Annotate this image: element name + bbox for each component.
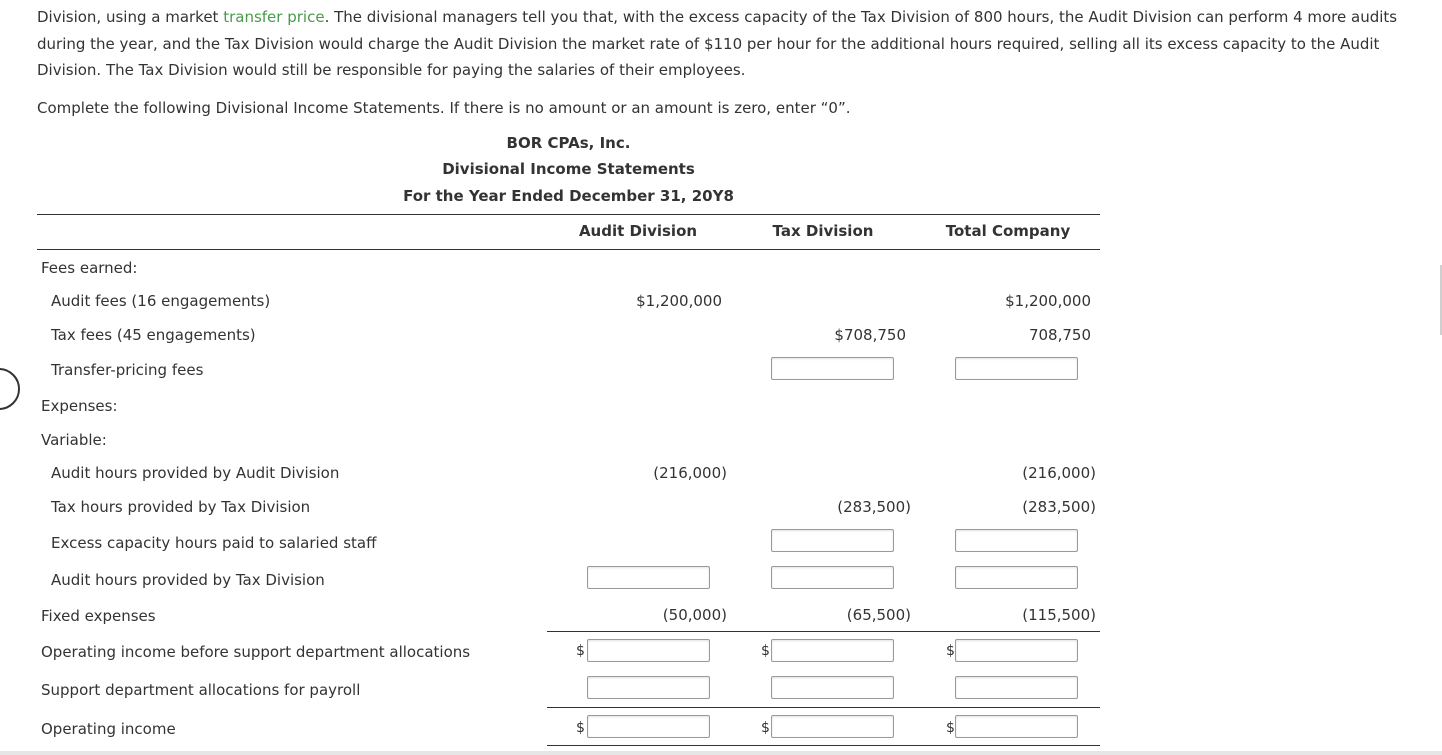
- op-income-label: Operating income: [41, 720, 176, 738]
- support-alloc-audit-input[interactable]: [587, 676, 710, 699]
- tax-fees-total-value: 708,750: [1028, 326, 1091, 344]
- transfer-price-link[interactable]: transfer price: [223, 8, 325, 26]
- tax-hours-tax-value: (283,500): [837, 498, 911, 516]
- statement-period: For the Year Ended December 31, 20Y8: [403, 187, 734, 205]
- subtotal-rule: [547, 631, 1100, 632]
- op-income-total-input[interactable]: [955, 715, 1078, 738]
- tax-fees-tax-value: $708,750: [834, 326, 906, 344]
- op-income-total-dollar: $: [946, 720, 955, 736]
- support-alloc-label: Support department allocations for payroll: [41, 681, 361, 699]
- op-before-tax-dollar: $: [761, 643, 770, 659]
- op-before-total-input[interactable]: [955, 639, 1078, 662]
- excess-hours-label: Excess capacity hours paid to salaried staff: [51, 534, 377, 552]
- transfer-fees-tax-input[interactable]: [771, 357, 894, 380]
- fixed-total-value: (115,500): [1022, 606, 1096, 624]
- audit-by-tax-label: Audit hours provided by Tax Division: [51, 571, 325, 589]
- header-rule-top: [37, 214, 1100, 215]
- company-name: BOR CPAs, Inc.: [506, 134, 631, 152]
- excess-hours-tax-input[interactable]: [771, 529, 894, 552]
- op-before-audit-dollar: $: [576, 643, 585, 659]
- transfer-fees-total-input[interactable]: [955, 357, 1078, 380]
- fixed-expenses-label: Fixed expenses: [41, 607, 156, 625]
- column-tax-division: Tax Division: [772, 222, 874, 240]
- transfer-fees-label: Transfer-pricing fees: [51, 361, 204, 379]
- audit-by-tax-total-input[interactable]: [955, 566, 1078, 589]
- op-income-tax-input[interactable]: [771, 715, 894, 738]
- audit-fees-audit-value: $1,200,000: [636, 292, 722, 310]
- audit-fees-label: Audit fees (16 engagements): [51, 292, 271, 310]
- intro-text-start: Division, using a market: [37, 8, 224, 26]
- step-marker-icon[interactable]: [0, 368, 20, 410]
- support-alloc-tax-input[interactable]: [771, 676, 894, 699]
- audit-hours-total-value: (216,000): [1022, 464, 1096, 482]
- op-before-tax-input[interactable]: [771, 639, 894, 662]
- fixed-tax-value: (65,500): [846, 606, 911, 624]
- column-total-company: Total Company: [945, 222, 1071, 240]
- audit-fees-total-value: $1,200,000: [1005, 292, 1091, 310]
- fees-earned-label: Fees earned:: [41, 259, 138, 277]
- bottom-scrollbar[interactable]: [0, 751, 1442, 755]
- excess-hours-total-input[interactable]: [955, 529, 1078, 552]
- variable-label: Variable:: [41, 431, 107, 449]
- final-rule: [547, 745, 1100, 746]
- total-rule: [547, 707, 1100, 708]
- column-audit-division: Audit Division: [578, 222, 698, 240]
- intro-text-end: . The divisional managers tell you that, with the excess capacity of the Tax Division of 800 hours, the Audit Division can perform 4 more audits during the year, and the Tax Division would charge the Audit Division the market rate of $110 per hour for the additional hours required, selling all its excess capacity to the Audit Division. The Tax Division would still be responsible for paying the salaries of their employees.: [37, 8, 1398, 79]
- statement-title: Divisional Income Statements: [442, 160, 695, 178]
- tax-hours-total-value: (283,500): [1022, 498, 1096, 516]
- op-income-audit-input[interactable]: [587, 715, 710, 738]
- audit-hours-label: Audit hours provided by Audit Division: [51, 464, 340, 482]
- op-before-total-dollar: $: [946, 643, 955, 659]
- tax-fees-label: Tax fees (45 engagements): [51, 326, 256, 344]
- fixed-audit-value: (50,000): [662, 606, 727, 624]
- expenses-label: Expenses:: [41, 397, 118, 415]
- support-alloc-total-input[interactable]: [955, 676, 1078, 699]
- audit-hours-audit-value: (216,000): [653, 464, 727, 482]
- header-rule-bottom: [37, 249, 1100, 250]
- op-income-tax-dollar: $: [761, 720, 770, 736]
- audit-by-tax-audit-input[interactable]: [587, 566, 710, 589]
- instruction-text: Complete the following Divisional Income Statements. If there is no amount or an amount is zero, enter “0”.: [37, 99, 851, 117]
- op-before-label: Operating income before support department allocations: [41, 643, 471, 661]
- tax-hours-label: Tax hours provided by Tax Division: [51, 498, 311, 516]
- problem-intro: [37, 4, 1422, 84]
- op-before-audit-input[interactable]: [587, 639, 710, 662]
- op-income-audit-dollar: $: [576, 720, 585, 736]
- audit-by-tax-tax-input[interactable]: [771, 566, 894, 589]
